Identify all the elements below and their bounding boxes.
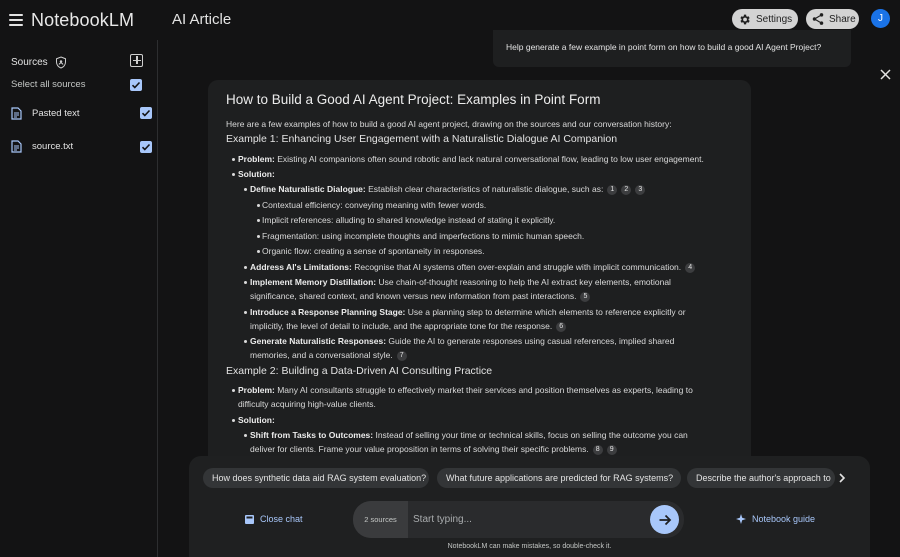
list-item: Implement Memory Distillation: Use chain-of-thought reasoning to help the AI extract key elements, emotional significance, shared context, and known versus new information from past interactions. 5 xyxy=(226,275,736,303)
close-icon[interactable] xyxy=(880,69,891,80)
share-icon xyxy=(811,12,825,26)
list-item: Fragmentation: using incomplete thoughts and imperfections to mimic human speech. xyxy=(226,229,736,243)
close-chat-label: Close chat xyxy=(260,514,303,524)
citation-badge[interactable]: 9 xyxy=(607,445,617,455)
response-card xyxy=(208,80,751,500)
source-item-pasted-text[interactable] xyxy=(11,107,80,120)
settings-label: Settings xyxy=(756,13,793,25)
document-icon xyxy=(11,140,22,153)
avatar[interactable]: J xyxy=(871,9,890,28)
list-item: Contextual efficiency: conveying meaning with fewer words. xyxy=(226,198,736,212)
list-item: Problem: Many AI consultants struggle to effectively market their services and position themselves as experts, leading to difficulty acquiring high-value clients. xyxy=(226,383,736,411)
sparkle-icon xyxy=(736,514,746,524)
arrow-right-icon xyxy=(658,513,672,527)
select-all-checkbox[interactable] xyxy=(130,79,142,91)
list-item: Implicit references: alluding to shared knowledge instead of stating it explicitly. xyxy=(226,213,736,227)
share-button[interactable] xyxy=(806,9,859,29)
citation-badge[interactable]: 6 xyxy=(556,322,566,332)
source-label: source.txt xyxy=(32,141,74,152)
add-source-icon[interactable] xyxy=(130,54,143,67)
example-1-title: Example 1: Enhancing User Engagement with a Naturalistic Dialogue AI Companion xyxy=(226,133,618,145)
citation-badge[interactable]: 8 xyxy=(593,445,603,455)
list-item: Solution: xyxy=(226,167,736,181)
citation-badge[interactable]: 4 xyxy=(685,263,695,273)
sources-heading xyxy=(11,56,67,69)
disclaimer-text: NotebookLM can make mistakes, so double-check it. xyxy=(447,543,612,550)
example-2-title: Example 2: Building a Data-Driven AI Consulting Practice xyxy=(226,365,493,377)
source-item-source-txt[interactable] xyxy=(11,140,73,153)
list-item: Organic flow: creating a sense of spontaneity in responses. xyxy=(226,244,736,258)
citation-badge[interactable]: 1 xyxy=(607,185,617,195)
settings-button[interactable] xyxy=(732,9,798,29)
document-icon xyxy=(11,107,22,120)
list-item: Solution: xyxy=(226,413,736,427)
share-label: Share xyxy=(829,13,856,25)
citation-badge[interactable]: 3 xyxy=(635,185,645,195)
suggestion-chip[interactable]: How does synthetic data aid RAG system evaluation? xyxy=(203,468,429,488)
citation-badge[interactable]: 5 xyxy=(580,292,590,302)
list-item: Problem: Existing AI companions often sound robotic and lack natural conversational flow, leading to low user engagement. xyxy=(226,152,736,166)
suggestion-chip[interactable]: What future applications are predicted for RAG systems? xyxy=(437,468,681,488)
checkmark-icon xyxy=(131,80,141,90)
response-intro: Here are a few examples of how to build a good AI agent project, drawing on the sources and our conversation history: xyxy=(226,119,672,129)
sources-count-badge[interactable]: 2 sources xyxy=(353,501,408,538)
panel-icon xyxy=(245,515,254,524)
chat-panel xyxy=(189,456,870,557)
sources-title: Sources xyxy=(11,57,48,68)
close-chat-button[interactable] xyxy=(245,514,303,524)
chevron-right-icon[interactable] xyxy=(836,468,848,488)
gear-icon xyxy=(738,13,751,26)
source-label: Pasted text xyxy=(32,108,80,119)
sources-sidebar xyxy=(0,40,158,557)
list-item: Introduce a Response Planning Stage: Use a planning step to determine which elements to reference explicitly or implicitly, the level of detail to include, and the appropriate tone for the response. 6 xyxy=(226,305,736,333)
user-query-bubble: Help generate a few example in point form on how to build a good AI Agent Project? xyxy=(493,30,851,67)
citation-badge[interactable]: 7 xyxy=(397,351,407,361)
menu-icon[interactable] xyxy=(9,14,23,26)
list-item: Define Naturalistic Dialogue: Establish clear characteristics of naturalistic dialogue, such as: 1 2 3 xyxy=(226,182,736,196)
suggestion-chip[interactable]: Describe the author's approach to xyxy=(687,468,835,488)
notebook-title[interactable]: AI Article xyxy=(172,11,232,28)
citation-badge[interactable]: 2 xyxy=(621,185,631,195)
source-checkbox-pasted-text[interactable] xyxy=(140,107,152,119)
list-item: Address AI's Limitations: Recognise that AI systems often over-explain and struggle with implicit communication. 4 xyxy=(226,260,736,274)
notebook-guide-label: Notebook guide xyxy=(752,514,816,524)
send-button[interactable] xyxy=(650,505,679,534)
app-brand: NotebookLM xyxy=(31,10,135,30)
notebook-guide-button[interactable] xyxy=(736,514,815,524)
response-title: How to Build a Good AI Agent Project: Examples in Point Form xyxy=(226,92,601,107)
checkmark-icon xyxy=(141,108,151,118)
chat-input-container xyxy=(353,501,684,538)
list-item: Shift from Tasks to Outcomes: Instead of selling your time or technical skills, focus on selling the outcome you can deliver for clients. Frame your value proposition in terms of solving their specific problems. 8 9 xyxy=(226,428,736,456)
list-item: Generate Naturalistic Responses: Guide the AI to generate responses using casual references, implied shared memories, and a conversational style. 7 xyxy=(226,334,736,362)
checkmark-icon xyxy=(141,142,151,152)
source-checkbox-source-txt[interactable] xyxy=(140,141,152,153)
shield-icon[interactable] xyxy=(55,56,67,69)
chat-input[interactable] xyxy=(413,510,613,528)
select-all-label: Select all sources xyxy=(11,79,86,90)
